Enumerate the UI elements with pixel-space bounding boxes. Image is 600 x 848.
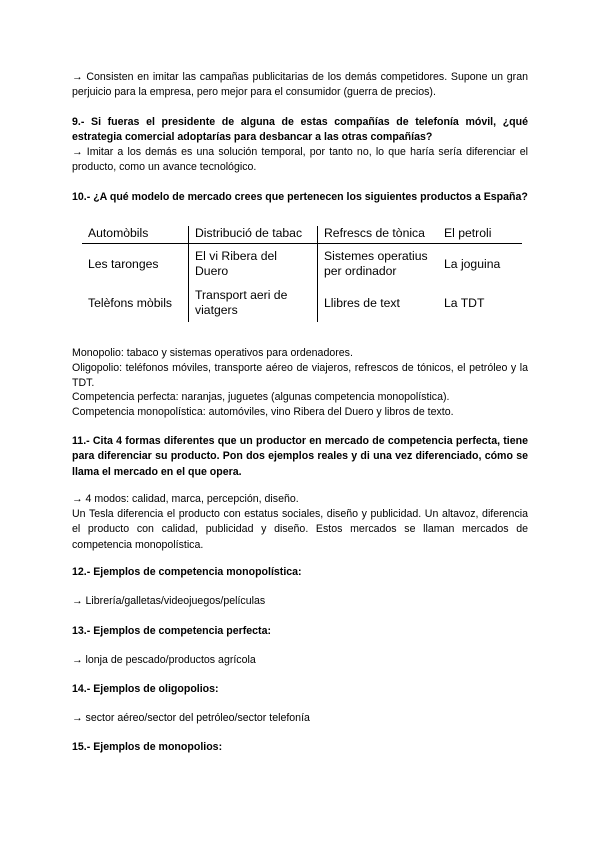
q11-answer-modes: → 4 modos: calidad, marca, percepción, diseño. xyxy=(72,493,299,505)
q12-question: 12.- Ejemplos de competencia monopolística: xyxy=(72,566,302,578)
table-cell: Les taronges xyxy=(82,244,189,285)
table-cell: Telèfons mòbils xyxy=(82,284,189,322)
table-row xyxy=(82,244,522,285)
q13-answer: → lonja de pescado/productos agrícola xyxy=(72,654,256,666)
q10-table xyxy=(82,226,522,322)
table-header-cell: El petroli xyxy=(438,226,522,244)
table-header-cell: Distribució de tabac xyxy=(189,226,318,244)
table-cell: El vi Ribera del Duero xyxy=(189,244,318,285)
q11-answer-examples: Un Tesla diferencia el producto con estatus sociales, diseño y publicidad. Un altavoz, diferencia el producto con calidad, publicidad y diseño. Estos mercados se llaman mercados de competencia monopolística. xyxy=(72,508,528,551)
table-header-row xyxy=(82,226,522,244)
table-cell: La TDT xyxy=(444,295,485,310)
q14-question: 14.- Ejemplos de oligopolios: xyxy=(72,683,219,695)
table-cell: La joguina xyxy=(444,256,501,271)
q12-answer: → Librería/galletas/videojuegos/películas xyxy=(72,595,266,607)
intro-answer: → Consisten en imitar las campañas publicitarias de los demás competidores. Supone un gran perjuicio para la empresa, pero mejor para el consumidor (guerra de precios). xyxy=(72,71,528,99)
q10-answer-competencia-monopolistica: Competencia monopolística: automóviles, vino Ribera del Duero y libros de texto. xyxy=(72,406,454,418)
table-cell: Llibres de text xyxy=(324,295,400,310)
table-header-cell: Refrescs de tònica xyxy=(318,226,439,244)
table-row xyxy=(82,284,522,322)
q9-question: 9.- Si fueras el presidente de alguna de estas compañías de telefonía móvil, ¿qué estrategia comercial adoptarías para desbancar a las otras compañías? xyxy=(72,116,528,144)
q9-answer: → Imitar a los demás es una solución temporal, por tanto no, lo que haría sería diferenciar el producto, como un avance tecnológico. xyxy=(72,146,528,174)
table-cell: Sistemes operatius per ordinador xyxy=(324,249,428,278)
table-header-cell: Automòbils xyxy=(82,226,189,244)
q13-question: 13.- Ejemplos de competencia perfecta: xyxy=(72,625,271,637)
q10-answer-oligopolio: Oligopolio: teléfonos móviles, transporte aéreo de viajeros, refrescos de tónicos, el petróleo y la TDT. xyxy=(72,362,528,390)
q11-question: 11.- Cita 4 formas diferentes que un productor en mercado de competencia perfecta, tiene para diferenciar su producto. Pon dos ejemplos reales y di una vez diferenciado, cómo se llama el mercado en el que opera. xyxy=(72,435,528,478)
table-cell: Transport aeri de viatgers xyxy=(189,284,318,322)
q15-question: 15.- Ejemplos de monopolios: xyxy=(72,741,223,753)
q10-answer-monopolio: Monopolio: tabaco y sistemas operativos para ordenadores. xyxy=(72,347,353,359)
q10-question: 10.- ¿A qué modelo de mercado crees que pertenecen los siguientes productos a España? xyxy=(72,191,528,203)
q14-answer: → sector aéreo/sector del petróleo/sector telefonía xyxy=(72,712,310,724)
q10-answer-competencia-perfecta: Competencia perfecta: naranjas, juguetes (algunas competencia monopolística). xyxy=(72,391,450,403)
